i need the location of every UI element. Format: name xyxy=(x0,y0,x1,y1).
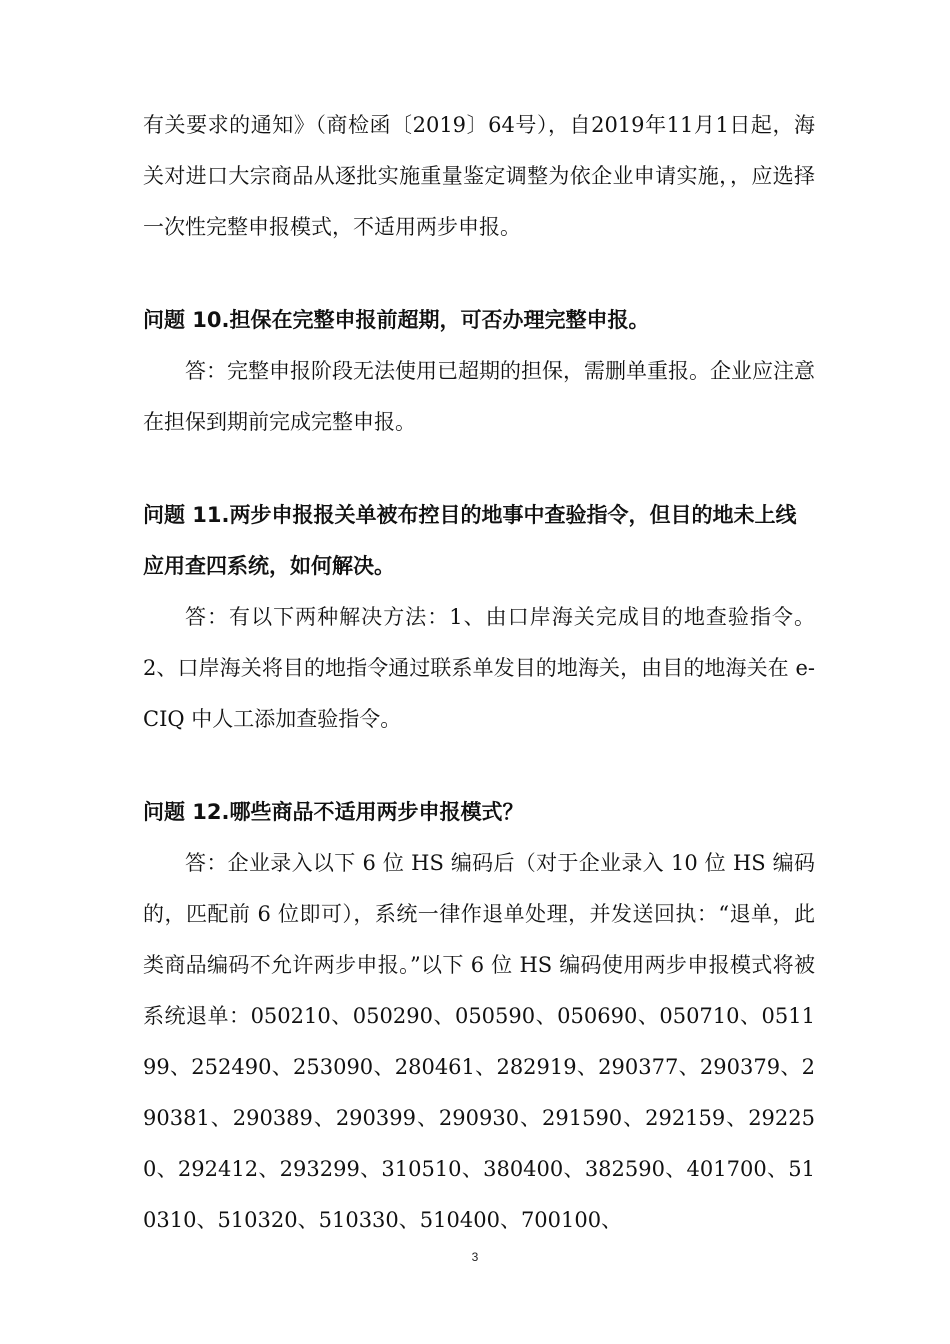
page-number: 3 xyxy=(471,1250,479,1264)
question-10-heading: 问题 10.担保在完整申报前超期，可否办理完整申报。 xyxy=(143,308,650,332)
answer-11-paragraph: 答：有以下两种解决方法：1、由口岸海关完成目的地查验指令。2、口岸海关将目的地指令通过联系单发目的地海关，由目的地海关在 e-CIQ 中人工添加查验指令。 xyxy=(143,605,815,731)
answer-12-paragraph: 答：企业录入以下 6 位 HS 编码后（对于企业录入 10 位 HS 编码的，匹配前 6 位即可），系统一律作退单处理，并发送回执：“退单，此类商品编码不允许两步申报。”以下 6 位 HS 编码使用两步申报模式将被系统退单：050210、050290、050590、050690、050710、051199、252490、253090、280461、282919、290377、290379、290381、290389、290399、290930、291590、292159、292250、292412、293299、310510、380400、382590、401700、510310、510320、510330、510400、700100、 xyxy=(143,851,815,1232)
section-gap xyxy=(143,745,815,787)
section-gap xyxy=(143,448,815,490)
document-body xyxy=(143,100,815,1246)
answer-10-paragraph: 答：完整申报阶段无法使用已超期的担保，需删单重报。企业应注意在担保到期前完成完整申报。 xyxy=(143,359,815,434)
intro-paragraph: 有关要求的通知》（商检函〔2019〕64号），自2019年11月1日起，海关对进口大宗商品从逐批实施重量鉴定调整为依企业申请实施，，应选择一次性完整申报模式，不适用两步申报。 xyxy=(143,113,815,239)
section-gap xyxy=(143,253,815,295)
question-12-heading: 问题 12.哪些商品不适用两步申报模式？ xyxy=(143,800,524,824)
question-11-heading: 问题 11.两步申报报关单被布控目的地事中查验指令，但目的地未上线应用查四系统，如何解决。 xyxy=(143,503,797,578)
